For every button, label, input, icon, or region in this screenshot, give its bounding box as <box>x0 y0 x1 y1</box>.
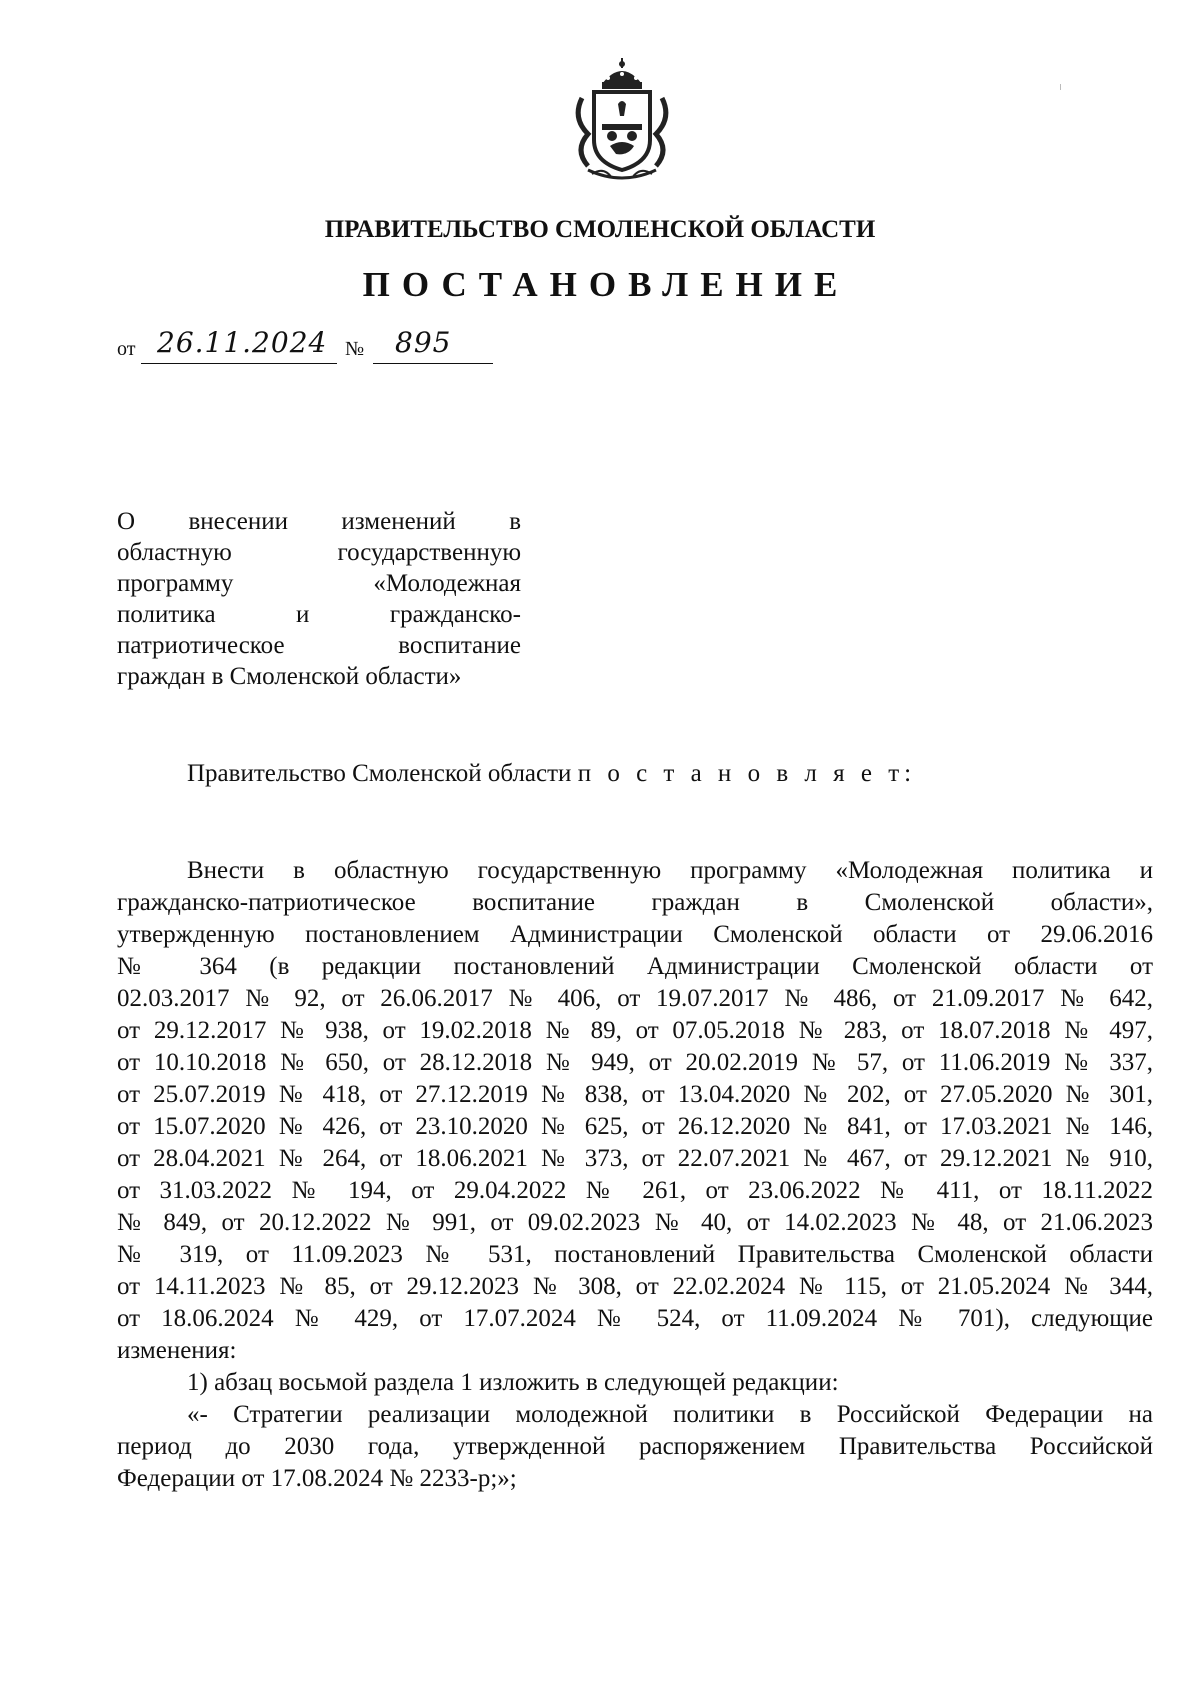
enacting-verb: п о с т а н о в л я е т: <box>577 760 917 787</box>
body-line: Внести в областную государственную программу «Молодежная политика и <box>187 857 1153 884</box>
body-line: от 14.11.2023 № 85, от 29.12.2023 № 308, от 22.02.2024 № 115, от 21.05.2024 № 344, <box>117 1273 1153 1300</box>
handwritten-date: 26.11.2024 <box>157 326 328 359</box>
subject-line: патриотическое воспитание <box>117 632 521 659</box>
body-line: № 364 (в редакции постановлений Администрации Смоленской области от <box>117 953 1153 980</box>
body-line: период до 2030 года, утвержденной распоряжением Правительства Российской <box>117 1433 1153 1460</box>
date-underline <box>141 363 337 364</box>
subject-line: граждан в Смоленской области» <box>117 663 462 690</box>
body-line: «- Стратегии реализации молодежной политики в Российской Федерации на <box>187 1401 1153 1428</box>
subject-line: О внесении изменений в <box>117 508 521 535</box>
coat-of-arms-emblem <box>568 58 676 186</box>
body-line: № 849, от 20.12.2022 № 991, от 09.02.2023 № 40, от 14.02.2023 № 48, от 21.06.2023 <box>117 1209 1153 1236</box>
body-line: от 28.04.2021 № 264, от 18.06.2021 № 373, от 22.07.2021 № 467, от 29.12.2021 № 910, <box>117 1145 1153 1172</box>
handwritten-number: 895 <box>395 326 452 359</box>
body-line: от 15.07.2020 № 426, от 23.10.2020 № 625, от 26.12.2020 № 841, от 17.03.2021 № 146, <box>117 1113 1153 1140</box>
resolution-body <box>117 855 1153 1495</box>
body-line: 02.03.2017 № 92, от 26.06.2017 № 406, от 19.07.2017 № 486, от 21.09.2017 № 642, <box>117 985 1153 1012</box>
body-line: Федерации от 17.08.2024 № 2233-р;»; <box>117 1465 517 1492</box>
body-line: от 29.12.2017 № 938, от 19.02.2018 № 89, от 07.05.2018 № 283, от 18.07.2018 № 497, <box>117 1017 1153 1044</box>
document-subject <box>117 506 521 692</box>
body-line: изменения: <box>117 1337 237 1364</box>
subject-line: политика и гражданско- <box>117 601 521 628</box>
document-type-title: ПОСТАНОВЛЕНИЕ <box>362 265 850 304</box>
body-line: гражданско-патриотическое воспитание граждан в Смоленской области», <box>117 889 1153 916</box>
number-label: № <box>345 338 365 360</box>
body-line: от 25.07.2019 № 418, от 27.12.2019 № 838, от 13.04.2020 № 202, от 27.05.2020 № 301, <box>117 1081 1153 1108</box>
subject-line: программу «Молодежная <box>117 570 521 597</box>
government-title: ПРАВИТЕЛЬСТВО СМОЛЕНСКОЙ ОБЛАСТИ <box>324 216 876 243</box>
subject-line: областную государственную <box>117 539 521 566</box>
body-line: 1) абзац восьмой раздела 1 изложить в следующей редакции: <box>187 1369 839 1396</box>
from-label: от <box>117 338 136 360</box>
body-line: утвержденную постановлением Администрации Смоленской области от 29.06.2016 <box>117 921 1153 948</box>
enacting-prefix: Правительство Смоленской области <box>187 760 572 787</box>
body-line: № 319, от 11.09.2023 № 531, постановлений Правительства Смоленской области <box>117 1241 1153 1268</box>
body-line: от 31.03.2022 № 194, от 29.04.2022 № 261, от 23.06.2022 № 411, от 18.11.2022 <box>117 1177 1153 1204</box>
body-line: от 10.10.2018 № 650, от 28.12.2018 № 949, от 20.02.2019 № 57, от 11.06.2019 № 337, <box>117 1049 1153 1076</box>
body-line: от 18.06.2024 № 429, от 17.07.2024 № 524, от 11.09.2024 № 701), следующие <box>117 1305 1153 1332</box>
enacting-clause <box>187 760 916 788</box>
date-number-line <box>117 326 537 366</box>
number-underline <box>373 363 493 364</box>
scan-mark <box>1060 84 1061 90</box>
